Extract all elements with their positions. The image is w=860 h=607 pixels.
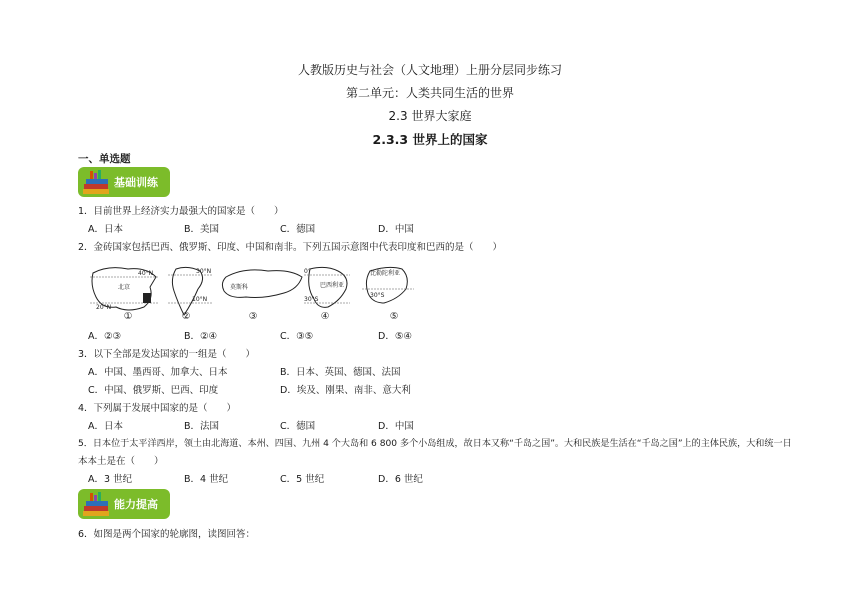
q1-option-c[interactable]: C．德国: [280, 224, 316, 235]
badge-label: 基础训练: [114, 176, 158, 189]
map4-lat1: 0°: [304, 268, 311, 275]
badge-label: 能力提高: [114, 498, 158, 511]
q1-option-b[interactable]: B．美国: [184, 224, 220, 235]
q2-option-d[interactable]: D．⑤④: [378, 331, 412, 342]
map4-lat2: 30°S: [304, 296, 319, 303]
q3-option-b[interactable]: B．日本、英国、德国、法国: [280, 367, 401, 378]
map-2-india: [168, 267, 212, 315]
q3-option-c[interactable]: C．中国、俄罗斯、巴西、印度: [88, 385, 219, 396]
badge-basic-training: [78, 167, 170, 197]
map-label-3: ③: [248, 311, 258, 322]
q1-option-d[interactable]: D．中国: [378, 224, 414, 235]
section-heading: 一、单选题: [78, 153, 131, 165]
map-4-brazil: [304, 267, 350, 307]
q5-option-a[interactable]: A．3 世纪: [88, 474, 133, 485]
map1-lat1: 40°N: [138, 270, 154, 277]
map-label-5: ⑤: [389, 311, 399, 322]
map-1-china: [90, 268, 158, 311]
map-label-1: ①: [123, 311, 133, 322]
q4-option-a[interactable]: A．日本: [88, 421, 123, 432]
map1-city: 北京: [118, 284, 131, 291]
question-5-cont: 本本土是在（ ）: [78, 456, 164, 467]
map-label-4: ④: [320, 311, 330, 322]
q2-option-c[interactable]: C．③⑤: [280, 331, 314, 342]
map-label-2: ②: [181, 311, 191, 322]
q5-option-d[interactable]: D．6 世纪: [378, 474, 423, 485]
question-2: 2．金砖国家包括巴西、俄罗斯、印度、中国和南非。下列五国示意图中代表印度和巴西的是（ ）: [78, 242, 503, 253]
map2-lat1: 30°N: [196, 268, 212, 275]
books-icon: [78, 167, 116, 197]
question-1: 1．目前世界上经济实力最强大的国家是（ ）: [78, 206, 284, 217]
unit-title: 第二单元：人类共同生活的世界: [345, 86, 514, 100]
map5-city: 比勒陀利亚: [370, 270, 401, 277]
q4-option-d[interactable]: D．中国: [378, 421, 414, 432]
question-3: 3．以下全部是发达国家的一组是（ ）: [78, 349, 256, 360]
q2-option-a[interactable]: A．②③: [88, 331, 122, 342]
q4-option-c[interactable]: C．德国: [280, 421, 316, 432]
question-5: 5．日本位于太平洋西岸，领土由北海道、本州、四国、九州 4 个大岛和 6 800 多个小岛组成，故日本又称“千岛之国”。大和民族是生活在“千岛之国”上的主体民族，大和统一日: [78, 439, 792, 449]
map3-city: 莫斯科: [230, 284, 249, 291]
q5-option-c[interactable]: C．5 世纪: [280, 474, 325, 485]
q2-option-b[interactable]: B．②④: [184, 331, 218, 342]
map-5-south-africa: [362, 267, 414, 303]
badge-ability-improvement: [78, 489, 170, 519]
doc-title: 人教版历史与社会（人文地理）上册分层同步练习: [297, 63, 562, 77]
section-title: 2.3.3 世界上的国家: [372, 132, 488, 147]
books-icon: [78, 489, 116, 519]
map-3-russia: [222, 270, 302, 298]
q3-option-a[interactable]: A．中国、墨西哥、加拿大、日本: [88, 367, 228, 378]
map1-lat2: 20°N: [96, 304, 112, 311]
map4-city: 巴西利亚: [320, 282, 345, 289]
map2-lat2: 10°N: [192, 296, 208, 303]
question-6: 6．如图是两个国家的轮廓图，读图回答：: [78, 529, 256, 540]
q3-option-d[interactable]: D．埃及、刚果、南非、意大利: [280, 385, 411, 396]
lesson-title: 2.3 世界大家庭: [388, 109, 472, 123]
q4-option-b[interactable]: B．法国: [184, 421, 220, 432]
map5-lat: 30°S: [370, 292, 385, 299]
q5-option-b[interactable]: B．4 世纪: [184, 474, 229, 485]
q1-option-a[interactable]: A．日本: [88, 224, 123, 235]
question-4: 4．下列属于发展中国家的是（ ）: [78, 403, 237, 414]
